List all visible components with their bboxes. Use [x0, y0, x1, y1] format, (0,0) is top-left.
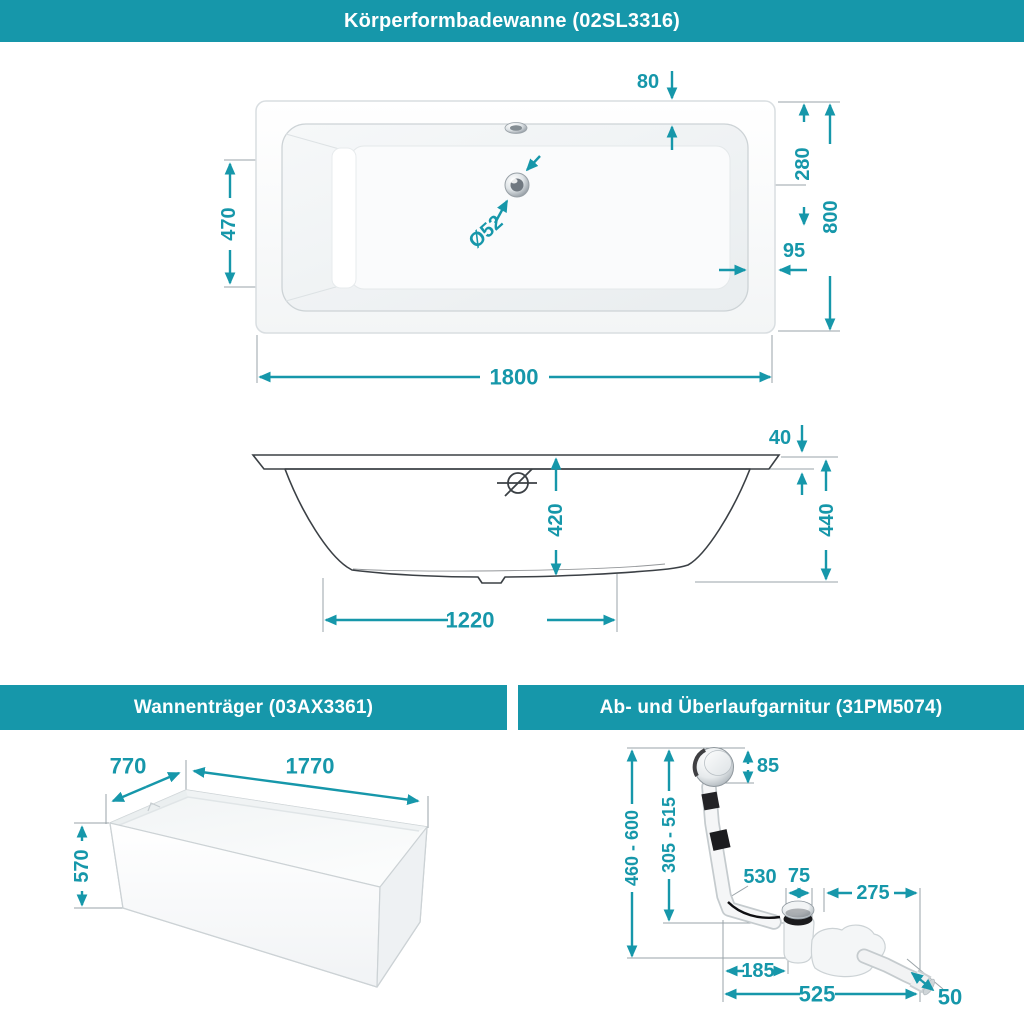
dim-side-rim: 95: [782, 240, 806, 262]
dim-height: 440: [816, 503, 838, 537]
dim-plug-width: 75: [787, 865, 811, 887]
reference-lines-side-view: [323, 457, 838, 632]
drain-figure: [512, 730, 1024, 1024]
dim-trap-offset: 185: [741, 960, 775, 982]
dim-cable-length: 530: [743, 866, 777, 888]
dim-drain-diameter: Ø52: [464, 211, 508, 253]
drain-set-photo: [695, 748, 937, 997]
dim-rim-height: 40: [768, 427, 792, 449]
dim-carrier-width: 770: [109, 753, 147, 779]
drain-position-symbol: [497, 469, 537, 496]
carrier-3d-view: [110, 790, 427, 987]
dim-base-length: 1220: [445, 607, 495, 633]
backrest-highlight: [332, 148, 356, 288]
carrier-title: Wannenträger (03AX3361): [133, 696, 374, 718]
dim-length: 1800: [489, 364, 539, 390]
pipe-collar-upper: [709, 793, 712, 809]
drain-icon: [505, 173, 529, 197]
main-header: [0, 0, 1024, 42]
dim-inner-depth: 420: [545, 503, 567, 537]
carrier-header: [0, 685, 507, 730]
dim-total-length: 525: [798, 981, 836, 1007]
dim-carrier-length: 1770: [285, 753, 335, 779]
bathtub-dimensions-figure: [0, 42, 1024, 685]
dim-width: 800: [820, 200, 842, 234]
dim-outer-range: 460 - 600: [622, 809, 642, 887]
dim-inner-range: 305 - 515: [659, 796, 679, 874]
bathtub-top-view: [256, 101, 775, 333]
carrier-figure: [0, 730, 512, 1024]
dim-backrest-length: 470: [218, 207, 240, 241]
dim-rosette-height: 85: [756, 755, 780, 777]
side-view-dimensions: [326, 425, 838, 633]
overflow-rosette-icon: [695, 748, 734, 787]
pipe-collar-lower: [718, 831, 722, 849]
main-title: Körperformbadewanne (02SL3316): [343, 9, 681, 32]
dim-top-to-drain: 280: [792, 147, 814, 181]
drain-plug-icon: [782, 901, 814, 926]
siphon-body: [811, 925, 885, 977]
dim-carrier-height: 570: [71, 849, 93, 883]
drain-title: Ab- und Überlaufgarnitur (31PM5074): [599, 696, 943, 718]
dim-pipe-diameter: 50: [937, 984, 963, 1010]
drain-header: [518, 685, 1024, 730]
dim-rim-top: 80: [636, 71, 660, 93]
dim-outlet-reach: 275: [856, 882, 890, 904]
overflow-icon: [505, 123, 527, 134]
bathtub-side-view: [253, 455, 779, 583]
